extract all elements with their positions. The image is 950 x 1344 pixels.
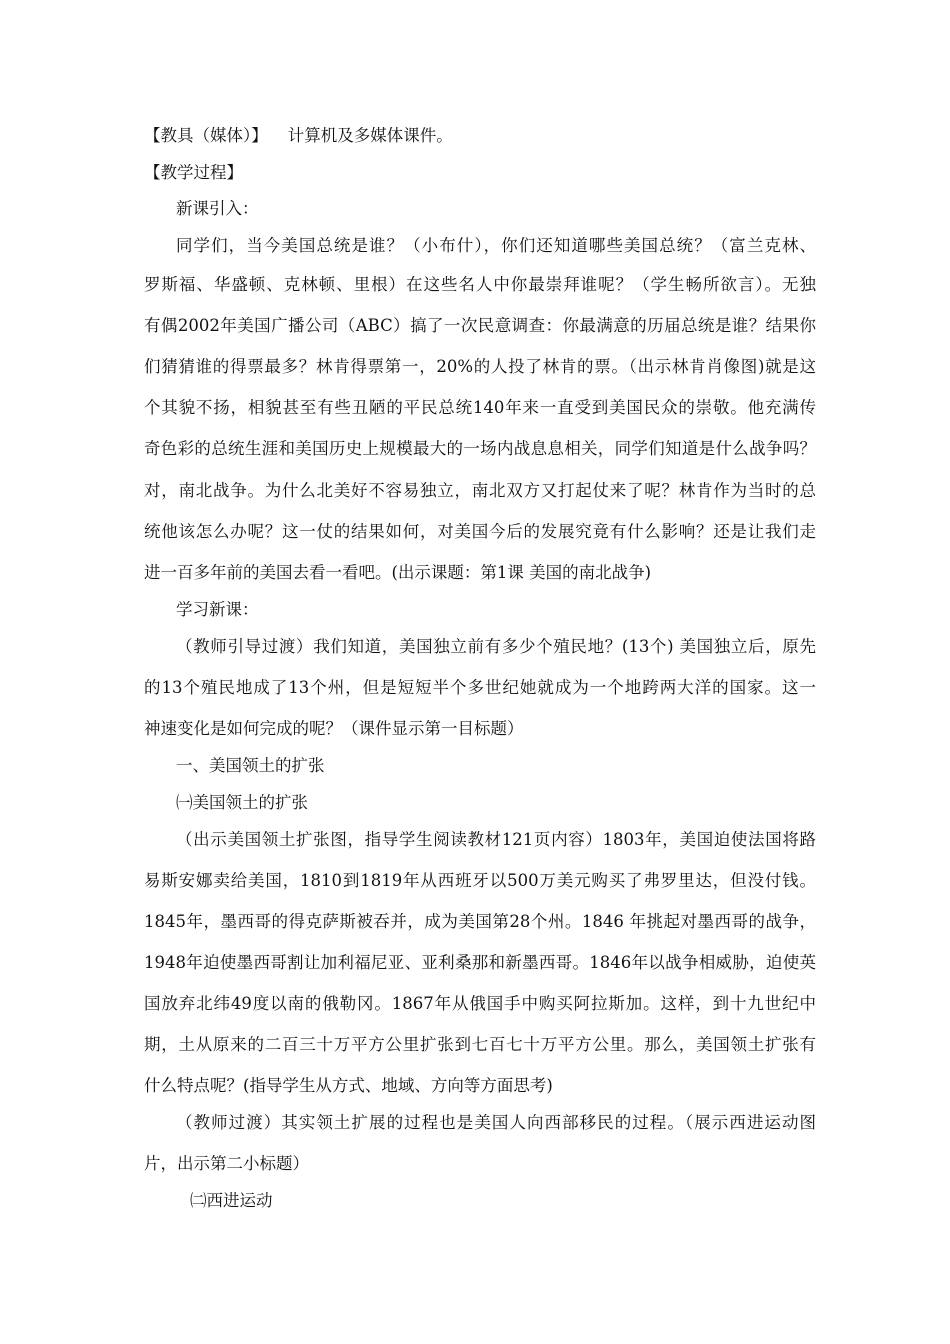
transition-line: （教师引导过渡）我们知道，美国独立前有多少个殖民地？(13个) 美国独立后，原先 [176,637,816,656]
subsection-two-title: ㈡西进运动 [190,1191,273,1210]
intro-line: 统他该怎么办呢？这一仗的结果如何，对美国今后的发展究竟有什么影响？还是让我们走 [144,522,816,541]
intro-line: 奇色彩的总统生涯和美国历史上规模最大的一场内战息息相关，同学们知道是什么战争吗？ [144,439,816,458]
intro-line: 们猜猜谁的得票最多？林肯得票第一，20%的人投了林肯的票。（出示林肯肖像图)就是这 [144,357,816,376]
teaching-tools-line [144,126,816,146]
transition-line: 的13个殖民地成了13个州，但是短短半个多世纪她就成为一个地跨两大洋的国家。这一 [144,678,816,697]
intro-line: 进一百多年前的美国去看一看吧。(出示课题：第1课 美国的南北战争) [144,563,652,582]
expansion-line: 期，土从原来的二百三十万平方公里扩张到七百七十万平方公里。那么，美国领土扩张有 [144,1035,816,1054]
section-one-title: 一、美国领土的扩张 [176,756,325,775]
intro-line: 同学们，当今美国总统是谁？（小布什），你们还知道哪些美国总统？（富兰克林、 [176,236,816,255]
expansion-line: 易斯安娜卖给美国，1810到1819年从西班牙以500万美元购买了弗罗里达，但没付钱。 [144,871,816,890]
expansion-line: 什么特点呢？(指导学生从方式、地域、方向等方面思考) [144,1076,553,1095]
transition-line: 神速变化是如何完成的呢？（课件显示第一目标题） [144,719,524,738]
expansion-line: 国放弃北纬49度以南的俄勒冈。1867年从俄国手中购买阿拉斯加。这样，到十九世纪中 [144,994,816,1013]
expansion-line: （出示美国领土扩张图，指导学生阅读教材121页内容）1803年，美国迫使法国将路 [176,830,816,849]
expansion-line: 1845年，墨西哥的得克萨斯被吞并，成为美国第28个州。1846 年挑起对墨西哥的战争， [144,912,816,931]
teacher-transition-line: （教师过渡）其实领土扩展的过程也是美国人向西部移民的过程。（展示西进运动图 [176,1113,816,1132]
teaching-tools-label: 【教具（媒体）】 [144,126,268,145]
teaching-tools-value: 计算机及多媒体课件。 [287,126,453,145]
new-lesson-intro-heading: 新课引入： [176,199,259,218]
teaching-process-heading: 【教学过程】 [144,163,243,182]
intro-line: 罗斯福、华盛顿、克林顿、里根）在这些名人中你最崇拜谁呢？（学生畅所欲言）。无独 [144,275,816,294]
subsection-one-title: ㈠美国领土的扩张 [176,793,308,812]
intro-line: 个其貌不扬，相貌甚至有些丑陋的平民总统140年来一直受到美国民众的崇敬。他充满传 [144,398,816,417]
teacher-transition-line: 片，出示第二小标题） [144,1154,309,1173]
intro-line: 对，南北战争。为什么北美好不容易独立，南北双方又打起仗来了呢？林肯作为当时的总 [144,481,816,500]
expansion-line: 1948年迫使墨西哥割让加利福尼亚、亚利桑那和新墨西哥。1846年以战争相威胁，迫使英 [144,953,816,972]
learn-new-heading: 学习新课： [176,600,259,619]
intro-line: 有偶2002年美国广播公司（ABC）搞了一次民意调查：你最满意的历届总统是谁？结果你 [144,316,816,335]
